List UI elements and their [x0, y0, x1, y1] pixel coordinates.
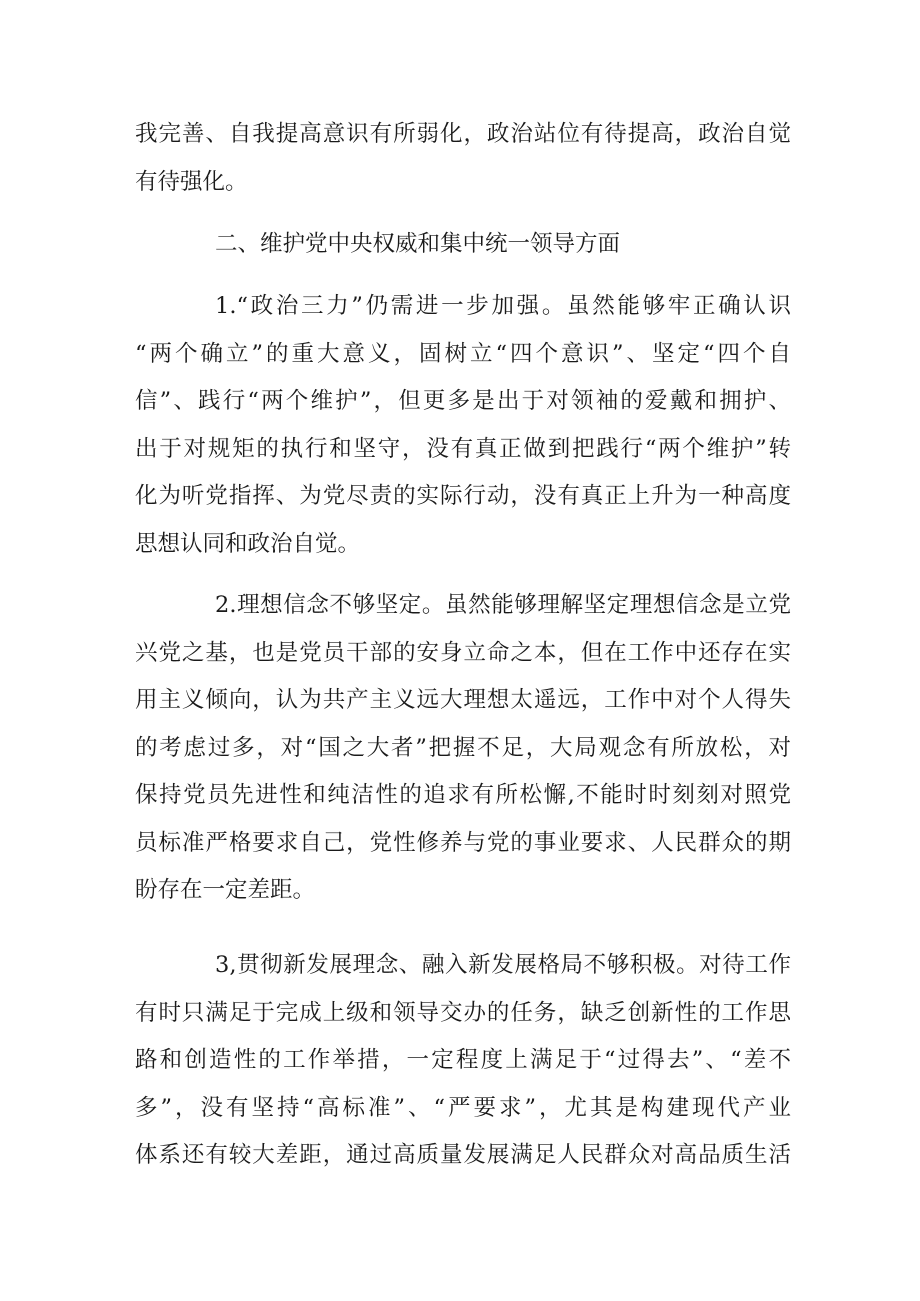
- text-line: 保持党员先进性和纯洁性的追求有所松懈,不能时时刻刻对照党: [135, 782, 791, 808]
- text-line: 3,贯彻新发展理念、融入新发展格局不够积极。对待工作: [215, 952, 791, 978]
- text-line: 1.“政治三力”仍需进一步加强。虽然能够牢正确认识: [215, 293, 791, 319]
- paragraph-1: [135, 283, 791, 568]
- text-line: 我完善、自我提高意识有所弱化，政治站位有待提高，政治自觉: [135, 121, 791, 147]
- text-line: 兴党之基，也是党员干部的安身立命之本，但在工作中还存在实: [135, 639, 791, 666]
- text-line: 化为听党指挥、为党尽责的实际行动，没有真正上升为一种高度: [135, 483, 791, 509]
- text-line: “两个确立”的重大意义，固树立“四个意识”、坚定“四个自: [135, 340, 791, 367]
- heading-text: 二、维护党中央权威和集中统一领导方面: [215, 231, 621, 257]
- text-line: 有待强化。: [135, 168, 248, 195]
- text-line: 用主义倾向，认为共产主义远大理想太遥远，工作中对个人得失: [135, 687, 791, 713]
- text-line: 路和创造性的工作举措，一定程度上满足于“过得去”、“差不: [135, 1047, 791, 1073]
- paragraph-continuation: [135, 111, 791, 206]
- text-line: 盼存在一定差距。: [135, 877, 316, 903]
- text-line: 多”，没有坚持“高标准”、“严要求”，尤其是构建现代产业: [135, 1094, 791, 1121]
- section-heading: [135, 221, 791, 269]
- text-line: 信”、践行“两个维护”，但更多是出于对领袖的爱戴和拥护、: [135, 388, 791, 414]
- text-line: 2.理想信念不够坚定。虽然能够理解坚定理想信念是立党: [215, 592, 791, 618]
- text-line: 体系还有较大差距，通过高质量发展满足人民群众对高品质生活: [135, 1142, 791, 1168]
- paragraph-2: [135, 582, 791, 915]
- paragraph-3: [135, 942, 791, 1180]
- text-line: 有时只满足于完成上级和领导交办的任务，缺乏创新性的工作思: [135, 999, 791, 1026]
- text-line: 思想认同和政治自觉。: [135, 530, 361, 557]
- text-line: 的考虑过多，对“国之大者”把握不足，大局观念有所放松，对: [135, 734, 791, 761]
- text-line: 员标准严格要求自己，党性修养与党的事业要求、人民群众的期: [135, 829, 791, 856]
- text-line: 出于对规矩的执行和坚守，没有真正做到把践行“两个维护”转: [135, 435, 791, 462]
